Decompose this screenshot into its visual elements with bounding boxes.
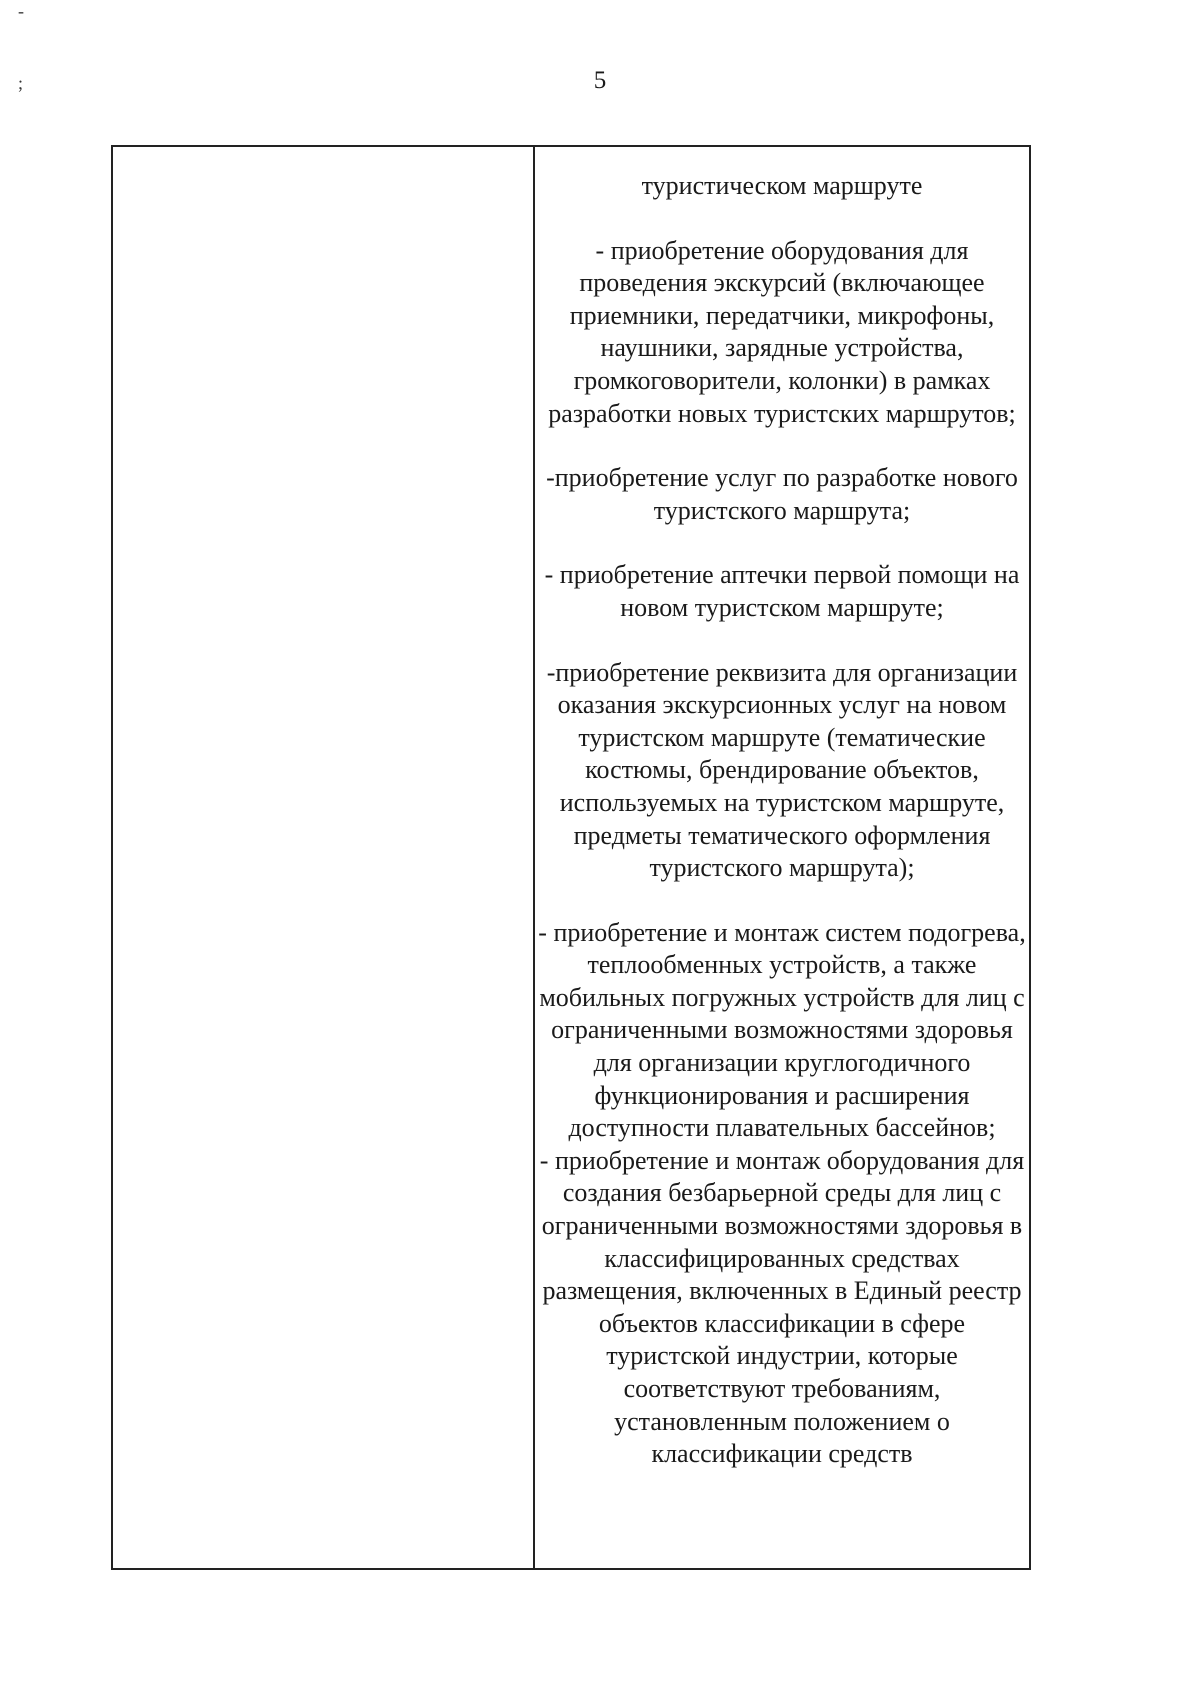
table-right-cell: [535, 147, 1029, 1568]
paragraph-excursion-equipment: - приобретение оборудования для проведения экскурсий (включающее приемники, передатчики, микрофоны, наушники, зарядные устройства, громкоговорители, колонки) в рамках разработки новых туристских маршрутов;: [548, 235, 1016, 428]
paragraph-barrier-free-equipment: - приобретение и монтаж оборудования для создания безбарьерной среды для лиц с ограниченными возможностями здоровья в классифицированных средствах размещения, включенных в Единый реестр объектов классификации в сфере туристской индустрии, которые соответствуют требованиям, установленным положением о классификации средств: [539, 1145, 1025, 1469]
document-table: [111, 145, 1031, 1570]
scan-mark: -: [18, 1, 24, 21]
page-number: 5: [593, 67, 607, 94]
paragraph-first-aid-kit: - приобретение аптечки первой помощи на новом туристском маршруте;: [544, 560, 1020, 622]
table-left-cell: [113, 147, 535, 1568]
paragraph-route-development-services: -приобретение услуг по разработке нового туристского маршрута;: [546, 463, 1018, 525]
scan-mark: ;: [18, 73, 24, 93]
paragraph-props: -приобретение реквизита для организации оказания экскурсионных услуг на новом туристском маршруте (тематические костюмы, брендирование объектов, используемых на туристском маршруте, предметы тематического оформления туристского маршрута);: [546, 657, 1018, 883]
paragraph-continuation: туристическом маршруте: [641, 171, 923, 200]
paragraph-pool-systems: - приобретение и монтаж систем подогрева, теплообменных устройств, а также мобильных погружных устройств для лиц с ограниченными возможностями здоровья для организации круглогодичного функционирования и расширения доступности плавательных бассейнов;: [538, 917, 1026, 1143]
